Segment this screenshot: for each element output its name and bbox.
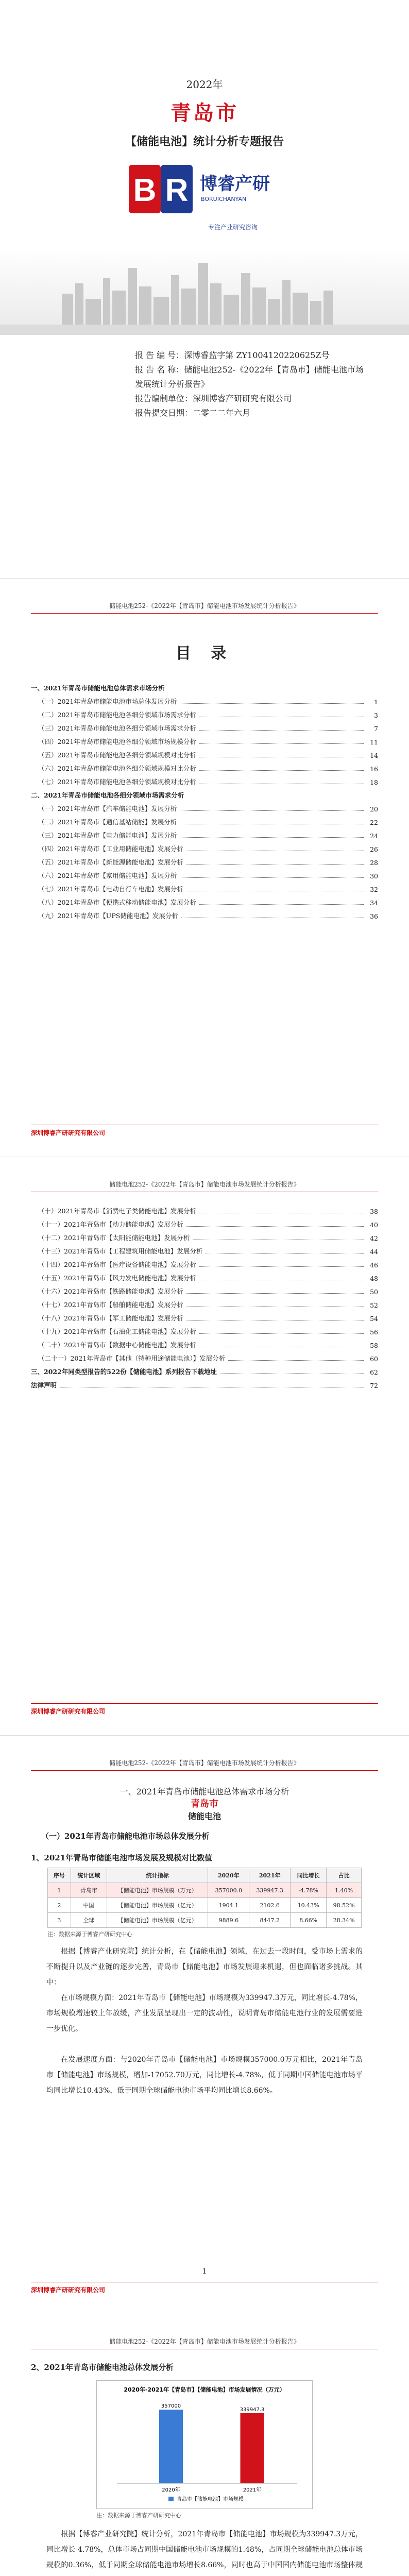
toc-entry-page: 60 [370, 1355, 378, 1363]
toc-entry-title: （八）2021年青岛市【便携式移动储能电池】发展分析 [38, 899, 196, 906]
bar-category-label: 2020年 [162, 2487, 180, 2493]
toc-list-1 [31, 682, 378, 923]
toc-entry[interactable] [31, 695, 378, 706]
chart-source-note: 注：数据来源于博睿产研研究中心 [96, 2512, 181, 2519]
section-heading: 一、2021年青岛市储能电池总体需求市场分析 [120, 1787, 289, 1797]
bar-category-label: 2021年 [243, 2487, 262, 2493]
toc-entry[interactable] [31, 722, 378, 733]
toc-entry-page: 48 [370, 1275, 378, 1282]
table-cell: 1.40% [327, 1883, 362, 1898]
toc-entry[interactable] [31, 735, 378, 746]
col-header: 2021年 [249, 1868, 291, 1883]
col-header: 2020年 [208, 1868, 249, 1883]
col-header: 序号 [48, 1868, 71, 1883]
toc-entry[interactable] [31, 789, 378, 800]
toc-entry-title: （十一）2021年青岛市【动力储能电池】发展分析 [38, 1221, 183, 1228]
toc-entry[interactable] [31, 856, 378, 867]
col-header: 占比 [327, 1868, 362, 1883]
toc-entry-page: 20 [370, 805, 378, 813]
table-cell: 8.66% [291, 1913, 327, 1928]
toc-entry[interactable] [31, 829, 378, 840]
page-header: 储能电池252-《2022年【青岛市】储能电池市场发展统计分析报告》 [31, 1758, 378, 1771]
page-header: 储能电池252-《2022年【青岛市】储能电池市场发展统计分析报告》 [31, 2337, 378, 2349]
col-header: 统计区域 [71, 1868, 107, 1883]
toc-entry[interactable] [31, 749, 378, 759]
toc-entry[interactable] [31, 816, 378, 826]
toc-entry-title: （十）2021年青岛市【消费电子类储能电池】发展分析 [38, 1207, 196, 1215]
toc-title: 目 录 [175, 645, 234, 663]
toc-leader [199, 1266, 364, 1267]
page-number: 1 [202, 2267, 207, 2276]
toc-entry-page: 30 [370, 872, 378, 880]
table-cell: 339947.3 [249, 1883, 291, 1898]
meta-row-number: 报 告 编 号：深博睿监字第 ZY1004120220625Z号 [135, 350, 330, 360]
toc-entry-page: 46 [370, 1261, 378, 1269]
table-cell: 青岛市 [71, 1883, 107, 1898]
table-cell: 3 [48, 1913, 71, 1928]
page-footer: 深圳博睿产研研究有限公司 [31, 2282, 378, 2294]
paragraph-1: 根据【博睿产业研究院】统计分析，在【储能电池】领域，在过去一段时间，受市场上需求的不断提升以及产业链的逐步完善，青岛市【储能电池】市场发展迎来机遇，但也面临诸多挑战。其中： [46, 1947, 363, 1987]
toc-entry-title: （三）2021年青岛市【电力储能电池】发展分析 [38, 832, 177, 839]
meta-row-org: 报告编制单位：深圳博睿产研研究有限公司 [135, 394, 292, 403]
data-table [47, 1868, 362, 1928]
table-cell: 98.52% [327, 1898, 362, 1913]
toc-entry-title: 一、2021年青岛市储能电池总体需求市场分析 [31, 684, 165, 692]
toc-page-1 [0, 579, 409, 1157]
toc-entry-page: 36 [370, 912, 378, 920]
toc-entry[interactable] [31, 1365, 378, 1376]
toc-entry-title: （十八）2021年青岛市【军工储能电池】发展分析 [38, 1314, 183, 1322]
subsection-heading: （一）2021年青岛市储能电池市场总体发展分析 [41, 1832, 210, 1841]
toc-leader [186, 1293, 364, 1294]
toc-entry-title: （五）2021年青岛市【新能源储能电池】发展分析 [38, 858, 183, 866]
table-cell: 8447.2 [249, 1913, 291, 1928]
toc-entry-title: （十九）2021年青岛市【石油化工储能电池】发展分析 [38, 1328, 196, 1335]
legend-swatch [168, 2497, 174, 2501]
toc-entry-page: 16 [370, 765, 378, 773]
toc-entry-page: 44 [370, 1248, 378, 1256]
toc-entry-title: （七）2021年青岛市【电动自行车电池】发展分析 [38, 885, 183, 893]
toc-entry[interactable] [31, 762, 378, 773]
toc-leader [199, 730, 364, 731]
content-page-1 [0, 1736, 409, 2314]
toc-entry-title: （二十）2021年青岛市【数据中心储能电池】发展分析 [38, 1341, 196, 1349]
toc-leader [180, 703, 364, 704]
toc-entry-page: 34 [370, 899, 378, 907]
page-footer: 深圳博睿产研研究有限公司 [31, 1703, 378, 1716]
toc-entry-title: （十二）2021年青岛市【太阳能储能电池】发展分析 [38, 1234, 190, 1242]
table-cell: 9889.6 [208, 1913, 249, 1928]
toc-entry-page: 32 [370, 886, 378, 893]
toc-entry[interactable] [31, 1205, 378, 1215]
toc-entry-page: 18 [370, 778, 378, 786]
toc-leader [228, 1360, 364, 1361]
bar-chart [96, 2380, 313, 2509]
toc-entry[interactable] [31, 869, 378, 880]
table-cell: 中国 [71, 1898, 107, 1913]
toc-entry-page: 62 [370, 1368, 378, 1376]
table-row [48, 1898, 362, 1913]
logo-letter-r: R [165, 173, 189, 208]
table-source-note: 注：数据来源于博睿产研研究中心 [47, 1931, 132, 1938]
table-cell: 357000.0 [208, 1883, 249, 1898]
toc-entry[interactable] [31, 1285, 378, 1296]
toc-entry-title: （十七）2021年青岛市【船舶储能电池】发展分析 [38, 1301, 183, 1309]
toc-entry[interactable] [31, 1379, 378, 1389]
table-cell: 2102.6 [249, 1898, 291, 1913]
table-row [48, 1883, 362, 1898]
toc-entry[interactable] [31, 1338, 378, 1349]
toc-entry-title: （二）2021年青岛市储能电池各细分领域市场需求分析 [38, 711, 196, 719]
table-cell: 全球 [71, 1913, 107, 1928]
toc-entry[interactable] [31, 842, 378, 853]
meta-row-name: 报 告 名 称：储能电池252-《2022年【青岛市】储能电池市场发展统计分析报告》 [135, 365, 364, 389]
toc-entry[interactable] [31, 1231, 378, 1242]
toc-entry[interactable] [31, 896, 378, 907]
toc-entry[interactable] [31, 682, 378, 692]
toc-leader [180, 810, 364, 811]
toc-leader [180, 837, 364, 838]
section-subtitle: 储能电池 [188, 1811, 221, 1821]
toc-entry-page: 7 [374, 725, 378, 733]
table-cell: 2 [48, 1898, 71, 1913]
toc-entry-page: 14 [370, 752, 378, 759]
toc-leader [199, 1333, 364, 1334]
col-header: 同比增长 [291, 1868, 327, 1883]
toc-leader [199, 904, 364, 905]
toc-list-2 [31, 1205, 378, 1392]
paragraph-4: 根据【博睿产业研究院】统计分析，2021年青岛市【储能电池】市场规模为339947.3万元，同比增长-4.78%，总体市场占同期中国储能电池市场规模的1.48%，占同期全球储能电池总体市场规模的0.36%，低于同期全球储能电池市场增长8.66%，同时也高于中国国内储能电池市场整体规 [46, 2530, 363, 2569]
toc-entry-title: （一）2021年青岛市【汽车储能电池】发展分析 [38, 805, 177, 812]
section-city: 青岛市 [191, 1799, 218, 1809]
col-header: 统计指标 [107, 1868, 208, 1883]
table-cell: 1 [48, 1883, 71, 1898]
logo-tagline: 专注产业研究咨询 [208, 224, 258, 231]
toc-leader [199, 743, 364, 744]
toc-entry-title: 法律声明 [31, 1381, 57, 1389]
toc-entry-title: （七）2021年青岛市储能电池各细分领域规模对比分析 [38, 778, 196, 786]
toc-entry[interactable] [31, 1272, 378, 1282]
toc-entry[interactable] [31, 802, 378, 813]
toc-entry[interactable] [31, 1298, 378, 1309]
cover-city: 青岛市 [171, 101, 238, 125]
meta-row-date: 报告提交日期：二零二二年六月 [135, 408, 251, 418]
toc-entry-title: （六）2021年青岛市储能电池各细分领域规模对比分析 [38, 765, 196, 772]
logo-cn: 博睿产研 [200, 174, 270, 194]
toc-entry[interactable] [31, 708, 378, 719]
toc-entry[interactable] [31, 883, 378, 893]
paragraph-2: 在市场规模方面：2021年青岛市【储能电池】市场规模为339947.3万元，同比增长-4.78%，市场规模增速较上年放缓，产业发展呈现出一定的波动性，说明青岛市储能电池行业的发展需要进一步优化。 [46, 1994, 363, 2033]
toc-entry[interactable] [31, 775, 378, 786]
toc-entry-page: 58 [370, 1342, 378, 1349]
brand-logo [126, 161, 301, 217]
toc-entry[interactable] [31, 1352, 378, 1363]
toc-leader [180, 877, 364, 878]
toc-entry-page: 40 [370, 1221, 378, 1229]
toc-entry[interactable] [31, 1218, 378, 1229]
toc-entry-title: （三）2021年青岛市储能电池各细分领域市场需求分析 [38, 724, 196, 732]
toc-entry-page: 11 [370, 738, 378, 746]
toc-entry-title: （十六）2021年青岛市【铁路储能电池】发展分析 [38, 1287, 183, 1295]
table-cell: 28.34% [327, 1913, 362, 1928]
toc-entry-page: 3 [374, 711, 378, 719]
bar-2020年 [159, 2410, 183, 2483]
cover-title: 【储能电池】统计分析专题报告 [125, 135, 284, 148]
item-heading-2: 2、2021年青岛市储能电池总体发展分析 [31, 2363, 174, 2372]
item-heading-1: 1、2021年青岛市储能电池市场发展及规模对比数值 [31, 1853, 213, 1862]
content-page-2 [0, 2314, 409, 2576]
table-cell: 1904.1 [208, 1898, 249, 1913]
toc-entry-title: （二十一）2021年青岛市【其他（特种用途储能电池）】发展分析 [38, 1354, 226, 1362]
toc-entry-page: 72 [370, 1382, 378, 1389]
data-table-wrap [47, 1868, 362, 1938]
toc-entry-page: 26 [370, 845, 378, 853]
toc-entry-page: 24 [370, 832, 378, 840]
toc-entry-page: 54 [370, 1315, 378, 1323]
logo-en: BORUICHANYAN [201, 196, 247, 202]
toc-entry-title: （十四）2021年青岛市【医疗设备储能电池】发展分析 [38, 1261, 196, 1268]
toc-entry[interactable] [31, 1245, 378, 1256]
toc-entry[interactable] [31, 1312, 378, 1323]
page-header: 储能电池252-《2022年【青岛市】储能电池市场发展统计分析报告》 [31, 601, 378, 614]
table-header-row [48, 1868, 362, 1883]
toc-entry[interactable] [31, 1325, 378, 1336]
city-skyline-image [0, 247, 409, 335]
cover-page [0, 0, 409, 578]
toc-entry-title: （一）2021年青岛市储能电池市场总体发展分析 [38, 698, 177, 705]
toc-entry-page: 42 [370, 1234, 378, 1242]
toc-entry-page: 56 [370, 1328, 378, 1336]
toc-entry-title: （二）2021年青岛市【通信基站储能】发展分析 [38, 818, 177, 826]
toc-entry-title: （十五）2021年青岛市【风力发电储能电池】发展分析 [38, 1274, 196, 1282]
toc-leader [199, 770, 364, 771]
cover-meta [135, 348, 367, 420]
table-cell: 【储能电池】市场规模（亿元） [107, 1913, 208, 1928]
toc-entry-title: （四）2021年青岛市储能电池各细分领域市场规模分析 [38, 738, 196, 745]
toc-entry-title: （十三）2021年青岛市【工程建筑用储能电池】发展分析 [38, 1247, 203, 1255]
bar-chart-title: 2020年-2021年【青岛市】【储能电池】市场发展情况（万元） [124, 2386, 285, 2393]
toc-entry[interactable] [31, 909, 378, 920]
toc-entry-page: 38 [370, 1208, 378, 1215]
toc-page-2 [0, 1157, 409, 1735]
toc-leader [186, 1226, 364, 1227]
toc-entry[interactable] [31, 1258, 378, 1269]
toc-entry-page: 52 [370, 1301, 378, 1309]
table-cell: 10.43% [291, 1898, 327, 1913]
toc-entry-title: （五）2021年青岛市储能电池各细分领域规模对比分析 [38, 751, 196, 759]
cover-year: 2022年 [186, 78, 223, 91]
bar-value-label: 357000 [161, 2403, 181, 2410]
table-cell: 【储能电池】市场规模（亿元） [107, 1898, 208, 1913]
toc-entry-title: （六）2021年青岛市【家用储能电池】发展分析 [38, 872, 177, 879]
toc-leader [186, 864, 364, 865]
toc-entry-page: 50 [370, 1288, 378, 1296]
page-footer: 深圳博睿产研研究有限公司 [31, 1125, 378, 1137]
table-row [48, 1913, 362, 1928]
toc-entry-page: 1 [374, 698, 378, 706]
bar-value-label: 339947.3 [240, 2407, 265, 2413]
page-header: 储能电池252-《2022年【青岛市】储能电池市场发展统计分析报告》 [31, 1180, 378, 1192]
toc-entry-title: 二、2021年青岛市储能电池各细分领域市场需求分析 [31, 791, 184, 799]
bar-2021年 [241, 2413, 264, 2483]
toc-entry-title: （四）2021年青岛市【工业用储能电池】发展分析 [38, 845, 183, 853]
toc-entry-title: 三、2022年同类型报告的522份【储能电池】系列报告下载地址 [31, 1368, 217, 1376]
legend-label: 青岛市【储能电池】市场规模 [177, 2497, 244, 2502]
table-cell: -4.78% [291, 1883, 327, 1898]
logo-letter-b: B [133, 173, 157, 208]
toc-entry-page: 22 [370, 819, 378, 826]
table-cell: 【储能电池】市场规模（万元） [107, 1883, 208, 1898]
toc-entry-title: （九）2021年青岛市【UPS储能电池】发展分析 [38, 912, 178, 920]
toc-entry-page: 28 [370, 859, 378, 867]
paragraph-3: 在发展速度方面：与2020年青岛市【储能电池】市场规模357000.0万元相比，2021年青岛市【储能电池】市场规模，增加-17052.70万元，同比增长-4.78%，低于同期中国储能电池市场平均同比增长10.43%，低于同期全球储能电池市场平均同比增长8.66%。 [46, 2056, 363, 2095]
